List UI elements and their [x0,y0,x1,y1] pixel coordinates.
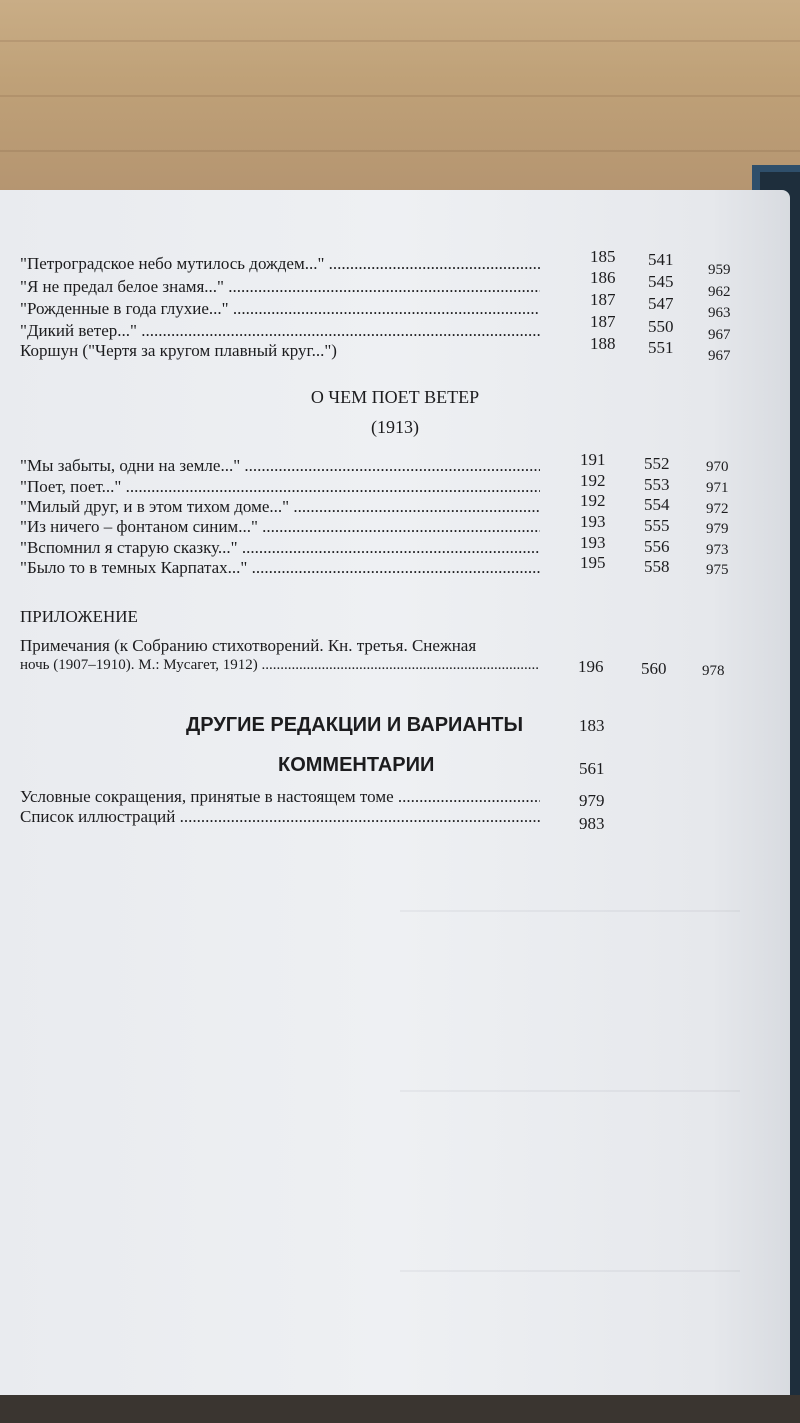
page-number: 193 [580,512,606,531]
page-number: 959 [708,262,731,278]
page-number: 979 [706,521,729,537]
page-number: 963 [708,305,731,321]
bleed-through [400,1270,740,1272]
page-number: 187 [590,290,616,309]
toc-entry-title: Список иллюстраций ..... [20,807,540,827]
wood-grain [0,40,800,42]
toc-entry-title: "Из ничего – фонтаном синим..." ..... [20,517,540,537]
page-number: 983 [579,814,605,833]
toc-entry-title: "Рожденные в года глухие..." ..... [20,299,540,319]
toc-entry-title: "Поет, поет..." ..... [20,477,540,497]
page-number: 552 [644,454,670,473]
page-number: 183 [579,716,605,735]
page-number: 185 [590,247,616,266]
page-number: 967 [708,327,731,343]
toc-entry-title: "Было то в темных Карпатах..." ..... [20,558,540,578]
bleed-through [400,910,740,912]
section-title: ДРУГИЕ РЕДАКЦИИ И ВАРИАНТЫ [186,714,524,736]
wood-grain [0,150,800,152]
toc-entry-title: "Вспомнил я старую сказку..." ..... [20,538,540,558]
page-number: 187 [590,312,616,331]
page-number: 975 [706,562,729,578]
page-number: 191 [580,450,606,469]
page-number: 978 [702,663,725,679]
page-number: 970 [706,459,729,475]
page-number: 553 [644,475,670,494]
toc-entry-title: "Я не предал белое знамя..." ..... [20,277,540,297]
page-number: 193 [580,533,606,552]
page-number: 186 [590,268,616,287]
page-number: 541 [648,250,674,269]
page-number: 560 [641,659,667,678]
section-year: (1913) [371,417,419,437]
section-title: КОММЕНТАРИИ [278,754,435,776]
page-bottom-shadow [0,1395,800,1423]
page-number: 973 [706,542,729,558]
page-number: 188 [590,334,616,353]
page-number: 196 [578,657,604,676]
page-number: 550 [648,317,674,336]
page-number: 979 [579,791,605,810]
toc-entry-title: "Милый друг, и в этом тихом доме..." ..... [20,497,540,517]
page-number: 556 [644,537,670,556]
bleed-through [400,1090,740,1092]
page-number: 555 [644,516,670,535]
page-number: 561 [579,759,605,778]
section-title: О ЧЕМ ПОЕТ ВЕТЕР [310,387,480,407]
appendix-title: ПРИЛОЖЕНИЕ [20,607,138,626]
page-number: 192 [580,491,606,510]
page-number: 971 [706,480,729,496]
toc-entry-title: "Петроградское небо мутилось дождем..." ..... [20,254,540,274]
wood-grain [0,95,800,97]
page-number: 554 [644,495,670,514]
page-number: 967 [708,348,731,364]
page-number: 551 [648,338,674,357]
page-number: 195 [580,553,606,572]
page-number: 545 [648,272,674,291]
toc-entry-title: "Мы забыты, одни на земле..." ..... [20,456,540,476]
page-number: 962 [708,284,731,300]
wooden-table [0,0,800,200]
page-number: 972 [706,501,729,517]
toc-entry-title: "Дикий ветер..." ..... [20,321,540,341]
page-number: 558 [644,557,670,576]
toc-entry-title-line2: ночь (1907–1910). М.: Мусагет, 1912) ..... [20,657,540,674]
page-number: 192 [580,471,606,490]
toc-entry-title-line1: Примечания (к Собранию стихотворений. Кн. третья. Снежная [20,636,477,655]
toc-entry-title: Условные сокращения, принятые в настоящем томе ..... [20,787,540,807]
page-number: 547 [648,294,674,313]
toc-entry-title: Коршун ("Чертя за кругом плавный круг...") [20,341,337,360]
